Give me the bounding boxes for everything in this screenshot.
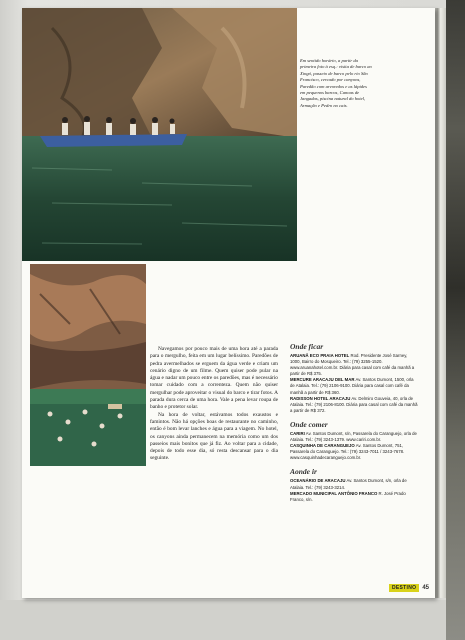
- entry-name: MERCADO MUNICIPAL ANTÔNIO FRANCO: [290, 490, 378, 496]
- guide-entry: [290, 396, 418, 414]
- adjacent-page-strip: [446, 0, 465, 640]
- guide-entry: [290, 491, 418, 503]
- entry-text: Av. Delmiro Gouveia, 40, orla de Atalaia. Tel.: (79) 2106-8100. Diária para casal com café da manhã a partir de R$ 372.: [290, 395, 418, 413]
- entry-text: Av. Santos Dumont, s/n, Passarela do Caranguejo, orla de Atalaia. Tel.: (79) 3243-1379. www.cariri.com.br.: [290, 430, 417, 443]
- entry-text: Av. Santos Dumont, 751, Passarela do Caranguejo. Tel.: (79) 3243-7011 / 3243-7678. www.casquinhadecaranguejo.com.br.: [290, 443, 405, 461]
- entry-text: R. José Prado Franco, s/n.: [290, 490, 406, 502]
- entry-text: Rod. Presidente José Sarney, 1000, Bairro do Mosqueiro. Tel.: (79) 3255-1520. www.aruanahotel.com.br. Diária para casal com café da manhã a partir de R$ 375.: [290, 353, 415, 377]
- body-paragraph: Navegamos por pouco mais de uma hora até a parada para o mergulho, feita em um lugar belíssimo. Paredões de pedra avermelhados se erguem da água verde e criam um cenário digno de um filme. Quem quiser pode pular na água e nadar um pouco entre os paredões, mas é necessário tomar cuidado com a correnteza. Quem não quiser mergulhar pode aproveitar o visual do barco e tirar fotos. A parada dura cerca de uma hora. Vale a pena levar roupa de banho e protetor solar.: [150, 346, 278, 411]
- entry-name: CARIRI: [290, 430, 305, 436]
- canyon-boat-photo: [22, 8, 297, 261]
- entry-name: OCEANÁRIO DE ARACAJU: [290, 478, 346, 484]
- entry-name: CASQUINHA DE CARANGUEJO: [290, 443, 355, 449]
- page-folio: [389, 584, 429, 592]
- canyon-swimmers-photo: [30, 264, 146, 466]
- entry-text: Av. Santos Dumont, 1500, orla de Atalaia. Tel.: (79) 2106-9100. Diária para casal com café da manhã a partir de R$ 360.: [290, 377, 414, 395]
- guide-entry: [290, 431, 418, 443]
- guide-section-lodging: [290, 342, 418, 414]
- guide-entry: [290, 353, 418, 377]
- section-title: Onde comer: [290, 419, 328, 429]
- travel-guide-sidebar: [290, 342, 418, 503]
- article-body: [150, 346, 278, 463]
- section-title: Aonde ir: [290, 467, 317, 477]
- guide-section-attractions: [290, 467, 418, 502]
- page-number: 45: [422, 585, 429, 591]
- entry-text: Av. Santos Dumont, s/n, orla de Atalaia. Tel.: (79) 3243-3214.: [290, 478, 407, 490]
- entry-name: RADISSON HOTEL ARACAJU: [290, 395, 351, 401]
- guide-entry: [290, 443, 418, 461]
- guide-section-food: [290, 420, 418, 461]
- photo-caption: Em sentido horário, a partir da primeira foto à esq.: visita de barco ao Xingó, passeio de barco pelo rio São Francisco, cercado por canyons, Paredão com arvoredos e as lápides em pequenos barcos, Canoas de Jangadas, piscina natural do hotel, Armação e Pedro no cais.: [300, 58, 372, 108]
- guide-entry: [290, 478, 418, 490]
- magazine-page: [22, 8, 435, 598]
- section-title: Onde ficar: [290, 342, 324, 351]
- entry-name: ARUANÃ ECO PRAIA HOTEL: [290, 353, 350, 358]
- entry-name: MERCURE ARACAJU DEL MAR: [290, 377, 355, 383]
- folio-section-label: DESTINO: [389, 584, 419, 592]
- guide-entry: [290, 377, 418, 395]
- scan-bottom-margin: [0, 600, 465, 640]
- body-paragraph: Na hora de voltar, estávamos todos exaustos e famintos. Não há opções boas de restaurante no caminho, então é bom levar lanches e água para a viagem. No hotel, os canyons ainda permanecem na memória como um dos passeios mais bonitos que já fiz. Ao voltar para a cidade, depois de todo esse dia, só resta descansar para o dia seguinte.: [150, 411, 278, 462]
